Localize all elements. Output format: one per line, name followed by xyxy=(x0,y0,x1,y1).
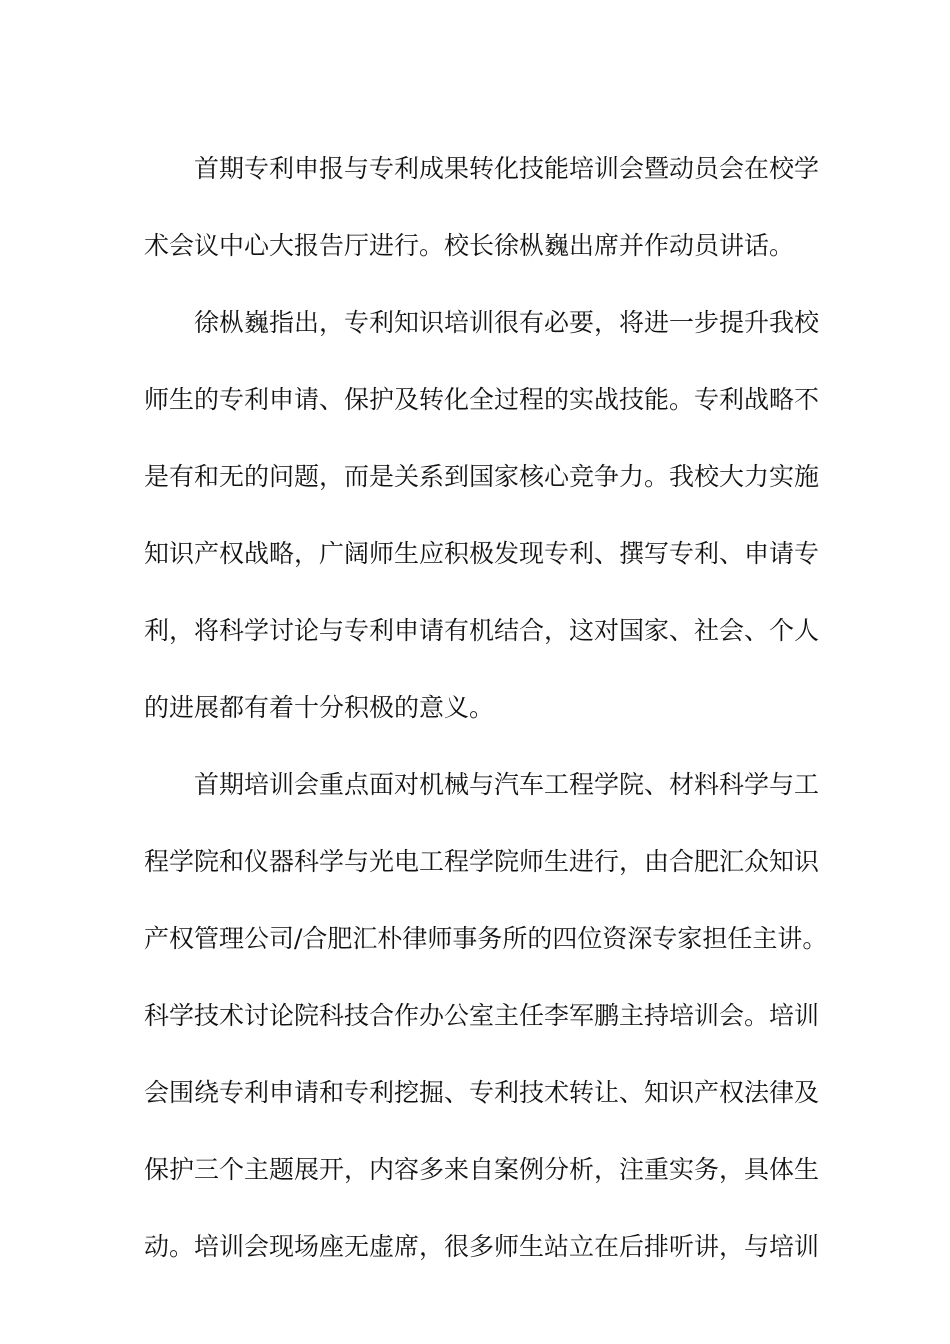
paragraph-3-line-5: 会围绕专利申请和专利挖掘、专利技术转让、知识产权法律及 xyxy=(144,1078,820,1107)
paragraph-2-line-4: 知识产权战略，广阔师生应积极发现专利、撰写专利、申请专 xyxy=(144,539,820,568)
paragraph-2-line-1: 徐枞巍指出，专利知识培训很有必要，将进一步提升我校 xyxy=(194,308,820,337)
paragraph-3-line-7: 动。培训会现场座无虚席，很多师生站立在后排听讲，与培训 xyxy=(144,1232,820,1261)
paragraph-3-line-2: 程学院和仪器科学与光电工程学院师生进行，由合肥汇众知识 xyxy=(144,847,820,876)
paragraph-3-line-6: 保护三个主题展开，内容多来自案例分析，注重实务，具体生 xyxy=(144,1155,820,1184)
paragraph-3-line-3: 产权管理公司/合肥汇朴律师事务所的四位资深专家担任主讲。 xyxy=(144,924,828,953)
paragraph-1-line-1: 首期专利申报与专利成果转化技能培训会暨动员会在校学 xyxy=(194,154,820,183)
paragraph-3-line-1: 首期培训会重点面对机械与汽车工程学院、材料科学与工 xyxy=(194,770,820,799)
paragraph-1-line-2: 术会议中心大报告厅进行。校长徐枞巍出席并作动员讲话。 xyxy=(144,231,795,260)
article-body xyxy=(144,130,828,1285)
paragraph-2-line-6: 的进展都有着十分积极的意义。 xyxy=(144,693,495,722)
paragraph-2-line-3: 是有和无的问题，而是关系到国家核心竞争力。我校大力实施 xyxy=(144,462,820,491)
paragraph-2-line-5: 利，将科学讨论与专利申请有机结合，这对国家、社会、个人 xyxy=(144,616,820,645)
paragraph-3-line-4: 科学技术讨论院科技合作办公室主任李军鹏主持培训会。培训 xyxy=(144,1001,820,1030)
paragraph-2-line-2: 师生的专利申请、保护及转化全过程的实战技能。专利战略不 xyxy=(144,385,820,414)
